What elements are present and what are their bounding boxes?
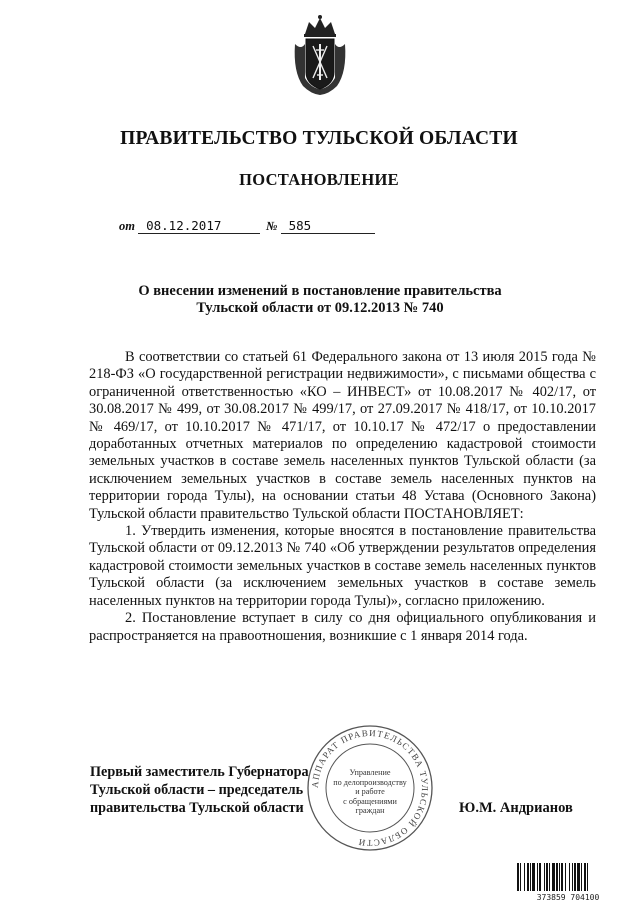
document-subject	[90, 283, 550, 317]
stamp-line: и работе	[355, 787, 385, 797]
barcode-bar	[552, 863, 555, 891]
barcode-bar	[584, 863, 586, 891]
signatory-position	[90, 763, 309, 817]
stamp-line: Управление	[349, 768, 391, 777]
tula-coat-of-arms-icon	[289, 14, 351, 96]
barcode-bar	[587, 863, 588, 891]
number-label: №	[266, 219, 278, 233]
barcode-bar	[577, 863, 580, 891]
stamp-ring-text: АППАРАТ ПРАВИТЕЛЬСТВА ТУЛЬСКОЙ ОБЛАСТИ	[309, 727, 431, 849]
date-label: от	[119, 219, 135, 233]
government-title: ПРАВИТЕЛЬСТВО ТУЛЬСКОЙ ОБЛАСТИ	[120, 128, 518, 149]
position-line: Первый заместитель Губернатора	[90, 764, 309, 780]
body-paragraph: 2. Постановление вступает в силу со дня официального опубликования и распространяется на правоотношения, возникшие с 1 января 2014 года.	[89, 610, 596, 644]
barcode-bar	[524, 863, 525, 891]
barcode-bar	[561, 863, 563, 891]
registration-number	[266, 218, 375, 234]
barcode-bar	[574, 863, 576, 891]
stamp-line: граждан	[355, 806, 385, 816]
barcode-bar	[537, 863, 538, 891]
stamp-line: по делопроизводству	[333, 777, 407, 787]
signatory-name: Ю.М. Андрианов	[459, 800, 573, 816]
barcode-bar	[539, 863, 541, 891]
subject-line: О внесении изменений в постановление правительства	[138, 283, 502, 299]
document-type: ПОСТАНОВЛЕНИЕ	[239, 170, 399, 189]
barcode-bar	[532, 863, 535, 891]
stamp-line: с обращениями	[343, 796, 397, 806]
barcode-bar	[546, 863, 548, 891]
barcode-bar	[572, 863, 573, 891]
barcode-bar	[520, 863, 521, 891]
document-body	[89, 349, 596, 645]
barcode-bar	[569, 863, 570, 891]
date-value: 08.12.2017	[138, 218, 260, 234]
barcode-bar	[527, 863, 529, 891]
barcode-bar	[544, 863, 545, 891]
barcode-bar	[581, 863, 582, 891]
barcode-bar	[549, 863, 550, 891]
barcode	[516, 863, 620, 895]
stamp-inner-text	[318, 768, 422, 816]
barcode-bar	[559, 863, 560, 891]
barcode-bar	[530, 863, 531, 891]
registration-date	[119, 218, 260, 234]
barcode-number: 373859 704100	[536, 893, 600, 902]
number-value: 585	[281, 218, 375, 234]
barcode-bar	[565, 863, 566, 891]
position-line: правительства Тульской области	[90, 800, 304, 816]
body-paragraph: 1. Утвердить изменения, которые вносятся в постановление правительства Тульской области от 09.12.2013 № 740 «Об утверждении результатов определения кадастровой стоимости земельных участков в составе земель населенных пунктов Тульской области (за исключением земельных участков в составе земель населенных пунктов на территории города Тулы)», согласно приложению.	[89, 523, 596, 609]
body-paragraph: В соответствии со статьей 61 Федерального закона от 13 июля 2015 года № 218-ФЗ «О государственной регистрации недвижимости», с письмами общества с ограниченной ответственностью «КО – ИНВЕСТ» от 10.08.2017 № 402/17, от 30.08.2017 № 499, от 30.08.2017 № 499/17, от 27.09.2017 № 418/17, от 10.10.2017 № 469/17, от 10.10.2017 № 471/17, от 10.10.17 № 472/17 о предоставлении доработанных отчетных материалов по определению кадастровой стоимости земельных участков в составе земель населенных пунктов Тульской области (за исключением земельных участков в составе земель населенных пунктов на территории города Тулы), на основании статьи 48 Устава (Основного Закона) Тульской области правительство Тульской области ПОСТАНОВЛЯЕТ:	[89, 349, 596, 522]
position-line: Тульской области – председатель	[90, 782, 304, 798]
subject-line: Тульской области от 09.12.2013 № 740	[196, 300, 444, 316]
barcode-bar	[517, 863, 519, 891]
barcode-bar	[556, 863, 558, 891]
